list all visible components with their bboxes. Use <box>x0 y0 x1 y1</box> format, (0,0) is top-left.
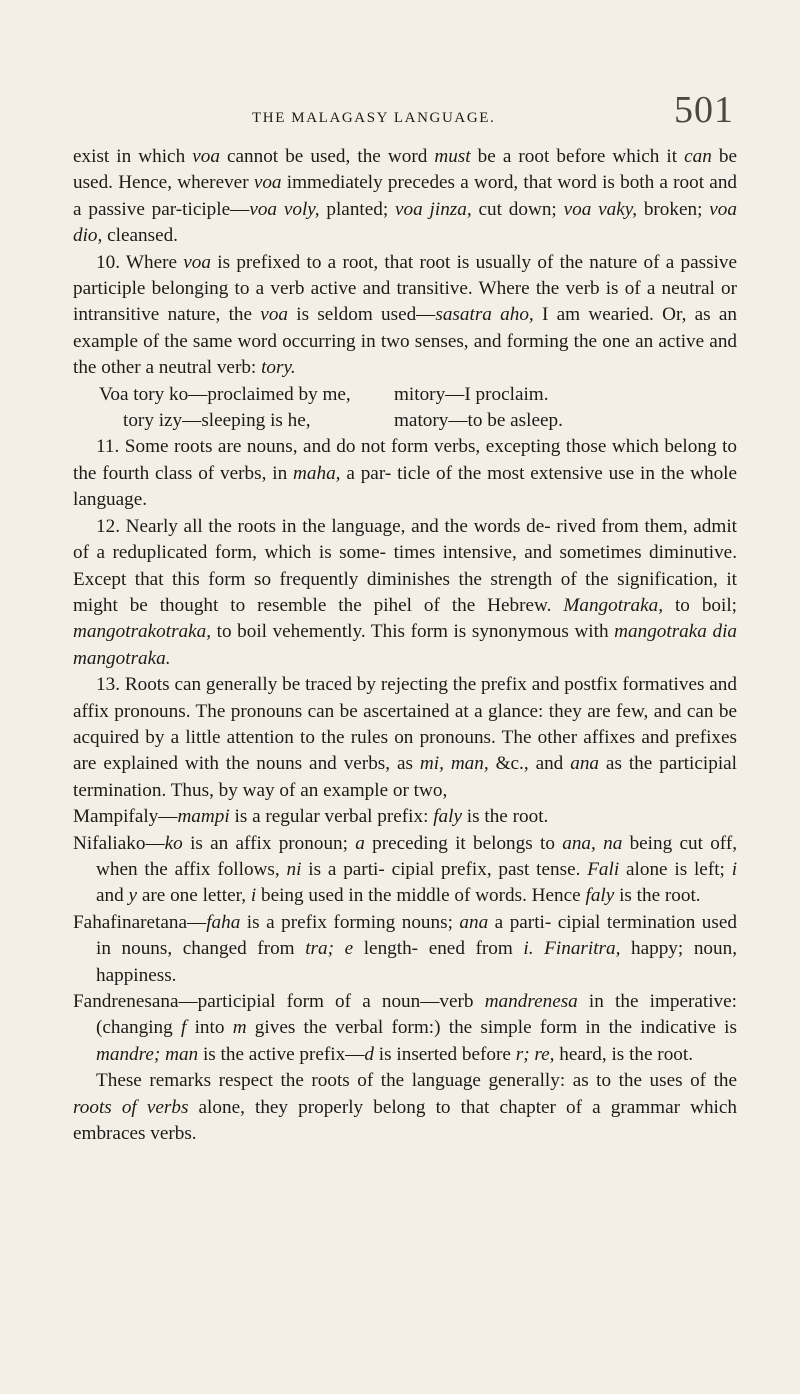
paragraph-closing: These remarks respect the roots of the language generally: as to the uses of the roots of verbs alone, they properly belong to that chapter of a grammar which embraces verbs. <box>73 1070 738 1145</box>
example-line-1: Voa tory ko—proclaimed by me, mitory—I proclaim. <box>99 383 549 405</box>
example-fahafinaretana: Fahafinaretana—faha is a prefix forming nouns; ana a parti- cipial termination used in nouns, changed from tra; e length- ened from i. Finaritra, happy; noun, happiness. <box>73 911 738 986</box>
paragraph-11: 11. Some roots are nouns, and do not form verbs, excepting those which belong to the fourth class of verbs, in maha, a par- ticle of the most extensive use in the whole language. <box>73 436 738 511</box>
example-line-2: tory izy—sleeping is he, matory—to be asleep. <box>123 410 563 432</box>
example-nifaliako: Nifaliako—ko is an affix pronoun; a preceding it belongs to ana, na being cut off, when the affix follows, ni is a parti- cipial prefix, past tense. Fali alone is left; i and y are one letter, i being used in the middle of words. Hence faly is the root. <box>73 832 738 907</box>
paragraph-10: 10. Where voa is prefixed to a root, that root is usually of the nature of a passive participle belonging to a verb active and transitive. Where the verb is of a neutral or intransitive nature, the voa is seldom used—sasatra aho, I am wearied. Or, as an example of the same word occurring in two senses, and forming the one an active and the other a neutral verb: tory. <box>73 251 738 379</box>
running-title: THE MALAGASY LANGUAGE. <box>252 110 496 126</box>
example-mampifaly: Mampifaly—mampi is a regular verbal prefix: faly is the root. <box>73 806 549 828</box>
paragraph-continuation: exist in which voa cannot be used, the word must be a root before which it can be used. Hence, wherever voa immediately precedes a word, that word is both a root and a passive par-ticiple—voa voly, planted; voa jinza, cut down; voa vaky, broken; voa dio, cleansed. <box>73 146 738 247</box>
page-number: 501 <box>674 89 734 131</box>
example-fandrenesana: Fandrenesana—participial form of a noun—verb mandrenesa in the imperative: (changing f into m gives the verbal form:) the simple form in the indicative is mandre; man is the active prefix—d is inserted before r; re, heard, is the root. <box>73 991 738 1065</box>
paragraph-12: 12. Nearly all the roots in the language, and the words de- rived from them, admit of a reduplicated form, which is some- times intensive, and sometimes diminutive. Except that this form so frequently diminishes the strength of the signification, it might be thought to resemble the pihel of the Hebrew. Mangotraka, to boil; mangotrakotraka, to boil vehemently. This form is synonymous with mangotraka dia mangotraka. <box>73 515 738 669</box>
paragraph-13: 13. Roots can generally be traced by rejecting the prefix and postfix formatives and affix pronouns. The pronouns can be ascertained at a glance: they are few, and can be acquired by a little attention to the rules on pronouns. The other affixes and prefixes are explained with the nouns and verbs, as mi, man, &c., and ana as the participial termination. Thus, by way of an example or two, <box>73 674 737 801</box>
page-body <box>73 144 737 1147</box>
